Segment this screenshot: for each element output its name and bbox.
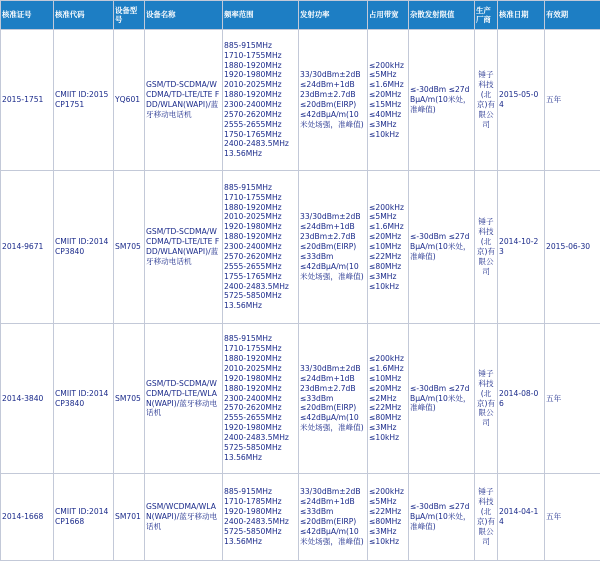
list-line: ≤1.6MHz — [369, 363, 404, 373]
header-power: 发射功率 — [299, 1, 368, 30]
list-line: 5725-5850MHz — [224, 442, 282, 452]
list-line: 33/30dBm±2dB — [300, 212, 361, 222]
list-line: 1755-1765MHz — [224, 271, 282, 281]
bandwidth-list — [369, 203, 407, 292]
list-line: ≤3MHz — [369, 423, 397, 433]
list-line: 2555-2655MHz — [224, 413, 282, 423]
list-line: ≤20MHz — [369, 383, 402, 393]
list-line: 1880-1920MHz — [224, 90, 282, 100]
list-line: 2300-2400MHz — [224, 393, 282, 403]
list-line: 1880-1920MHz — [224, 383, 282, 393]
list-line: ≤40MHz — [369, 109, 402, 119]
maker-cell: 锤子科技(北京)有限公司 — [475, 171, 498, 324]
list-line: 2010-2025MHz — [224, 363, 282, 373]
list-line: 2555-2655MHz — [224, 119, 282, 129]
list-line: 1880-1920MHz — [224, 354, 282, 364]
list-line: ≤10MHz — [369, 242, 402, 252]
list-line: 13.56MHz — [224, 149, 262, 159]
list-line: 885-915MHz — [224, 182, 272, 192]
list-line: 2400-2483.5MHz — [224, 517, 289, 526]
freq-cell — [223, 474, 299, 561]
list-line: ≤10MHz — [369, 373, 402, 383]
model-cell: YQ601 — [114, 30, 145, 171]
code-cell: CMIIT ID:2014CP3840 — [54, 324, 114, 474]
spurious-cell: ≤-30dBm ≤27dBμA/m(10米处，准峰值) — [409, 30, 475, 171]
list-line: ≤20dBm(EIRP) — [300, 100, 357, 109]
date-cell: 2014-08-06 — [498, 324, 545, 474]
list-line: ≤200kHz — [369, 487, 404, 497]
power-list — [300, 487, 366, 546]
list-line: ≤33dBm — [300, 393, 334, 403]
list-line: 2300-2400MHz — [224, 100, 282, 109]
list-line: 1710-1755MHz — [224, 344, 282, 354]
list-line: 1710-1755MHz — [224, 192, 282, 202]
maker-cell: 锤子科技(北京)有限公司 — [475, 324, 498, 474]
code-cell: CMIIT ID:2014CP1668 — [54, 474, 114, 561]
list-line: ≤3MHz — [369, 119, 397, 129]
header-name: 设备名称 — [145, 1, 223, 30]
header-spurious: 杂散发射限值 — [409, 1, 475, 30]
header-bandwidth: 占用带宽 — [368, 1, 409, 30]
freq-list — [224, 183, 297, 311]
cert-no-cell: 2014-1668 — [1, 474, 54, 561]
list-line: ≤42dBμA/m(10米处场强，准峰值) — [300, 261, 364, 281]
list-line: ≤33dBm — [300, 507, 334, 517]
list-line: ≤3MHz — [369, 526, 397, 536]
bandwidth-list — [369, 487, 407, 546]
list-line: ≤20MHz — [369, 90, 402, 100]
header-cert-no: 核准证号 — [1, 1, 54, 30]
list-line: ≤22MHz — [369, 507, 402, 517]
maker-cell: 锤子科技(北京)有限公司 — [475, 474, 498, 561]
cert-no-cell: 2014-3840 — [1, 324, 54, 474]
list-line: 13.56MHz — [224, 452, 262, 462]
spurious-cell: ≤-30dBm ≤27dBμA/m(10米处，准峰值) — [409, 474, 475, 561]
list-line: 885-915MHz — [224, 40, 272, 50]
list-line: 2400-2483.5MHz — [224, 433, 289, 442]
list-line: 1710-1755MHz — [224, 50, 282, 60]
list-line: 1750-1765MHz — [224, 129, 282, 139]
list-line: 33/30dBm±2dB — [300, 487, 361, 497]
list-line: ≤5MHz — [369, 212, 397, 222]
list-line: 885-915MHz — [224, 487, 272, 497]
validity-cell: 2015-06-30 — [545, 171, 600, 324]
header-date: 核准日期 — [498, 1, 545, 30]
list-line: ≤42dBμA/m(10米处场强，准峰值) — [300, 526, 364, 546]
header-maker: 生产厂商 — [475, 1, 498, 30]
table-row — [1, 171, 600, 324]
power-list — [300, 70, 366, 129]
power-cell — [299, 474, 368, 561]
model-cell: SM705 — [114, 171, 145, 324]
header-freq: 频率范围 — [223, 1, 299, 30]
list-line: 33/30dBm±2dB — [300, 363, 361, 373]
validity-cell: 五年 — [545, 324, 600, 474]
table-row — [1, 30, 600, 171]
bandwidth-cell — [368, 474, 409, 561]
list-line: ≤1.6MHz — [369, 222, 404, 232]
list-line: 1710-1785MHz — [224, 497, 282, 507]
list-line: ≤24dBm+1dB — [300, 222, 355, 232]
list-line: 2400-2483.5MHz — [224, 281, 289, 291]
date-cell: 2015-05-04 — [498, 30, 545, 171]
freq-list — [224, 41, 297, 159]
list-line: ≤33dBm — [300, 251, 334, 261]
list-line: ≤5MHz — [369, 70, 397, 80]
freq-cell — [223, 171, 299, 324]
list-line: ≤3MHz — [369, 271, 397, 281]
list-line: ≤10kHz — [369, 433, 400, 442]
list-line: ≤24dBm+1dB — [300, 80, 355, 90]
table-row — [1, 474, 600, 561]
list-line: ≤20dBm(EIRP) — [300, 242, 357, 252]
header-code: 核准代码 — [54, 1, 114, 30]
list-line: 5725-5850MHz — [224, 291, 282, 301]
maker-cell: 锤子科技(北京)有限公司 — [475, 30, 498, 171]
list-line: ≤10kHz — [369, 129, 400, 139]
list-line: 1880-1920MHz — [224, 232, 282, 242]
validity-cell: 五年 — [545, 474, 600, 561]
list-line: ≤80MHz — [369, 261, 402, 271]
cert-no-cell: 2014-9671 — [1, 171, 54, 324]
list-line: 885-915MHz — [224, 334, 272, 344]
bandwidth-cell — [368, 171, 409, 324]
list-line: ≤20dBm(EIRP) — [300, 403, 357, 413]
list-line: 5725-5850MHz — [224, 526, 282, 536]
list-line: ≤20dBm(EIRP) — [300, 517, 357, 526]
freq-list — [224, 487, 297, 546]
date-cell: 2014-04-14 — [498, 474, 545, 561]
list-line: 2010-2025MHz — [224, 212, 282, 222]
table-row — [1, 324, 600, 474]
name-cell: GSM/WCDMA/WLAN(WAPI)/蓝牙移动电话机 — [145, 474, 223, 561]
list-line: ≤200kHz — [369, 60, 404, 70]
list-line: ≤42dBμA/m(10米处场强，准峰值) — [300, 109, 364, 129]
list-line: ≤42dBμA/m(10米处场强，准峰值) — [300, 413, 364, 433]
validity-cell: 五年 — [545, 30, 600, 171]
list-line: 2555-2655MHz — [224, 261, 282, 271]
freq-cell — [223, 30, 299, 171]
list-line: ≤22MHz — [369, 251, 402, 261]
name-cell: GSM/TD-SCDMA/WCDMA/TD-LTE/LTE FDD/WLAN(WAPI)/蓝牙移动电话机 — [145, 30, 223, 171]
list-line: ≤80MHz — [369, 517, 402, 526]
bandwidth-cell — [368, 324, 409, 474]
list-line: ≤15MHz — [369, 100, 402, 109]
name-cell: GSM/TD-SCDMA/WCDMA/TD-LTE/WLAN(WAPI)/蓝牙移动电话机 — [145, 324, 223, 474]
list-line: ≤200kHz — [369, 202, 404, 212]
list-line: 2570-2620MHz — [224, 251, 282, 261]
list-line: 2010-2025MHz — [224, 80, 282, 90]
bandwidth-list — [369, 61, 407, 140]
list-line: 2400-2483.5MHz — [224, 139, 289, 149]
list-line: 1920-1980MHz — [224, 70, 282, 80]
header-validity: 有效期 — [545, 1, 600, 30]
list-line: 23dBm±2.7dB — [300, 90, 356, 100]
list-line: 2570-2620MHz — [224, 109, 282, 119]
list-line: 1920-1980MHz — [224, 423, 282, 433]
list-line: ≤20MHz — [369, 232, 402, 242]
header-row — [1, 1, 600, 30]
bandwidth-cell — [368, 30, 409, 171]
list-line: 23dBm±2.7dB — [300, 383, 356, 393]
freq-list — [224, 334, 297, 462]
code-cell: CMIIT ID:2015CP1751 — [54, 30, 114, 171]
list-line: ≤24dBm+1dB — [300, 373, 355, 383]
bandwidth-list — [369, 354, 407, 443]
freq-cell — [223, 324, 299, 474]
list-line: 33/30dBm±2dB — [300, 70, 361, 80]
list-line: 1920-1980MHz — [224, 507, 282, 517]
power-cell — [299, 171, 368, 324]
list-line: 13.56MHz — [224, 301, 262, 311]
list-line: 13.56MHz — [224, 536, 262, 546]
list-line: 23dBm±2.7dB — [300, 232, 356, 242]
list-line: 2300-2400MHz — [224, 242, 282, 252]
list-line: ≤10kHz — [369, 536, 400, 546]
cert-no-cell: 2015-1751 — [1, 30, 54, 171]
list-line: ≤24dBm+1dB — [300, 497, 355, 507]
power-cell — [299, 324, 368, 474]
list-line: 1880-1920MHz — [224, 60, 282, 70]
list-line: 1880-1920MHz — [224, 202, 282, 212]
list-line: ≤1.6MHz — [369, 80, 404, 90]
name-cell: GSM/TD-SCDMA/WCDMA/TD-LTE/LTE FDD/WLAN(WAPI)/蓝牙移动电话机 — [145, 171, 223, 324]
list-line: ≤22MHz — [369, 403, 402, 413]
list-line: 1920-1980MHz — [224, 373, 282, 383]
list-line: 1920-1980MHz — [224, 222, 282, 232]
date-cell: 2014-10-23 — [498, 171, 545, 324]
spurious-cell: ≤-30dBm ≤27dBμA/m(10米处，准峰值) — [409, 324, 475, 474]
code-cell: CMIIT ID:2014CP3840 — [54, 171, 114, 324]
list-line: 2570-2620MHz — [224, 403, 282, 413]
power-list — [300, 364, 366, 433]
model-cell: SM701 — [114, 474, 145, 561]
model-cell: SM705 — [114, 324, 145, 474]
list-line: ≤2MHz — [369, 393, 397, 403]
spurious-cell: ≤-30dBm ≤27dBμA/m(10米处，准峰值) — [409, 171, 475, 324]
header-model: 设备型号 — [114, 1, 145, 30]
power-cell — [299, 30, 368, 171]
list-line: ≤200kHz — [369, 354, 404, 364]
list-line: ≤5MHz — [369, 497, 397, 507]
list-line: ≤80MHz — [369, 413, 402, 423]
list-line: ≤10kHz — [369, 281, 400, 291]
power-list — [300, 212, 366, 281]
